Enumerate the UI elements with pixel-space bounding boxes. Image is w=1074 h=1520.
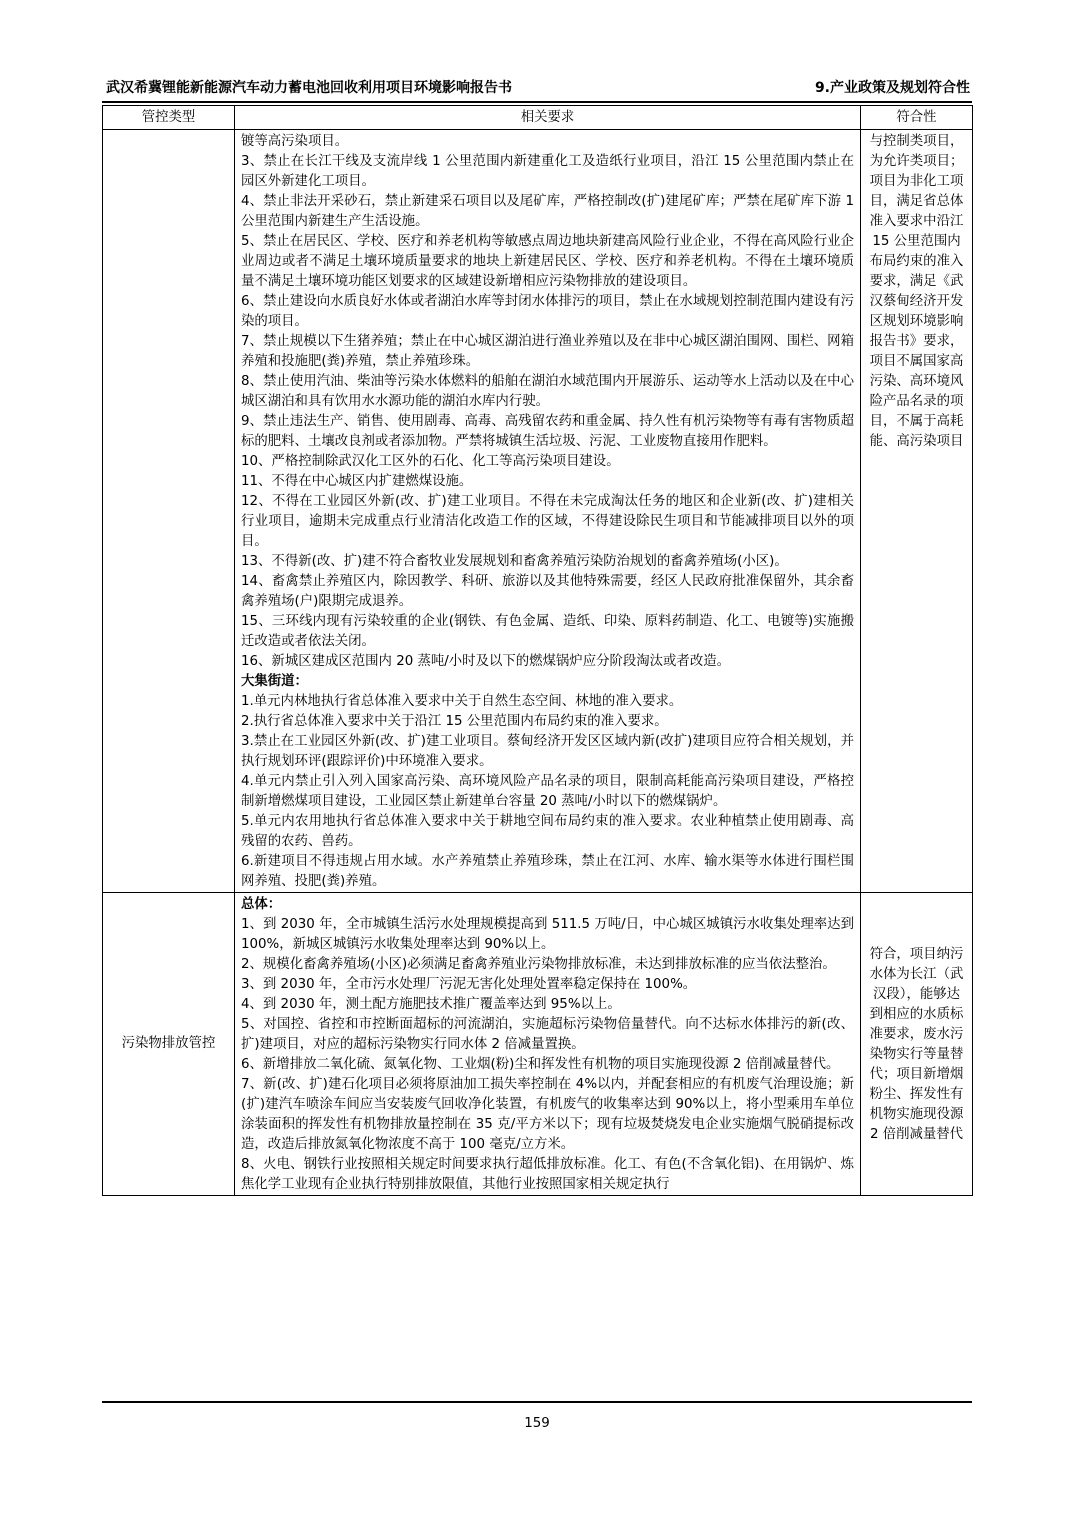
table-row bbox=[103, 893, 973, 1196]
requirements-cell bbox=[235, 130, 861, 893]
section-title: 9.产业政策及规划符合性 bbox=[814, 80, 970, 96]
requirement-item: 13、不得新(改、扩)建不符合畜牧业发展规划和畜禽养殖污染防治规划的畜禽养殖场(小区)。 bbox=[241, 554, 788, 569]
requirement-item: 7、新(改、扩)建石化项目必须将原油加工损失率控制在 4%以内，并配套相应的有机废气治理设施；新(扩)建汽车喷涂车间应当安装废气回收净化装置，有机废气的收集率达到 90%以上，将小型乘用车单位涂装面积的挥发性有机物排放量控制在 35 克/平方米以下；现有垃圾焚烧发电企业实施烟气脱硝提标改造，改造后排放氮氧化物浓度不高于 100 毫克/立方米。 bbox=[241, 1077, 854, 1152]
footer-rule bbox=[102, 1401, 972, 1403]
requirements-cell bbox=[235, 893, 861, 1196]
page-header bbox=[102, 78, 972, 102]
requirement-item: 15、三环线内现有污染较重的企业(钢铁、有色金属、造纸、印染、原料药制造、化工、电镀等)实施搬迁改造或者依法关闭。 bbox=[241, 614, 854, 649]
category-cell bbox=[103, 130, 235, 893]
requirement-subheading: 总体： bbox=[241, 897, 282, 912]
requirement-item: 8、火电、钢铁行业按照相关规定时间要求执行超低排放标准。化工、有色(不含氧化铝)、在用锅炉、炼焦化学工业现有企业执行特别排放限值，其他行业按照国家相关规定执行 bbox=[241, 1157, 854, 1192]
requirement-item: 2、规模化畜禽养殖场(小区)必须满足畜禽养殖业污染物排放标准，未达到排放标准的应当依法整治。 bbox=[241, 957, 836, 972]
requirement-item: 9、禁止违法生产、销售、使用剧毒、高毒、高残留农药和重金属、持久性有机污染物等有毒有害物质超标的肥料、土壤改良剂或者添加物。严禁将城镇生活垃圾、污泥、工业废物直接用作肥料。 bbox=[241, 414, 854, 449]
requirement-item: 12、不得在工业园区外新(改、扩)建工业项目。不得在未完成淘汰任务的地区和企业新(改、扩)建相关行业项目，逾期未完成重点行业清洁化改造工作的区域，不得建设除民生项目和节能减排项目以外的项目。 bbox=[241, 494, 854, 549]
table-row bbox=[103, 130, 973, 893]
requirement-item: 6、新增排放二氧化硫、氮氧化物、工业烟(粉)尘和挥发性有机物的项目实施现役源 2 倍削减量替代。 bbox=[241, 1057, 840, 1072]
table-header-row bbox=[103, 106, 973, 130]
requirement-item: 镀等高污染项目。 bbox=[241, 134, 349, 149]
header-rule bbox=[102, 101, 972, 103]
requirement-item: 16、新城区建成区范围内 20 蒸吨/小时及以下的燃煤锅炉应分阶段淘汰或者改造。 bbox=[241, 654, 730, 669]
requirement-item: 8、禁止使用汽油、柴油等污染水体燃料的船舶在湖泊水域范围内开展游乐、运动等水上活动以及在中心城区湖泊和具有饮用水水源功能的湖泊水库内行驶。 bbox=[241, 374, 854, 409]
compliance-cell: 符合，项目纳污水体为长江（武汉段），能够达到相应的水质标准要求，废水污染物实行等量替代；项目新增烟粉尘、挥发性有机物实施现役源 2 倍削减量替代 bbox=[861, 893, 973, 1196]
requirement-item: 4、到 2030 年，测土配方施肥技术推广覆盖率达到 95%以上。 bbox=[241, 997, 621, 1012]
column-header-category: 管控类型 bbox=[103, 106, 235, 130]
requirement-item: 3.禁止在工业园区外新(改、扩)建工业项目。蔡甸经济开发区区域内新(改扩)建项目应符合相关规划，并执行规划环评(跟踪评价)中环境准入要求。 bbox=[241, 734, 854, 769]
requirement-item: 5、对国控、省控和市控断面超标的河流湖泊，实施超标污染物倍量替代。向不达标水体排污的新(改、扩)建项目，对应的超标污染物实行同水体 2 倍减量置换。 bbox=[241, 1017, 854, 1052]
requirement-item: 4.单元内禁止引入列入国家高污染、高环境风险产品名录的项目，限制高耗能高污染项目建设，严格控制新增燃煤项目建设，工业园区禁止新建单台容量 20 蒸吨/小时以下的燃煤锅炉。 bbox=[241, 774, 854, 809]
requirement-item: 1、到 2030 年，全市城镇生活污水处理规模提高到 511.5 万吨/日，中心城区城镇污水收集处理率达到 100%，新城区城镇污水收集处理率达到 90%以上。 bbox=[241, 917, 854, 952]
requirement-item: 14、畜禽禁止养殖区内，除因教学、科研、旅游以及其他特殊需要，经区人民政府批准保留外，其余畜禽养殖场(户)限期完成退养。 bbox=[241, 574, 854, 609]
requirement-item: 5.单元内农用地执行省总体准入要求中关于耕地空间布局约束的准入要求。农业种植禁止使用剧毒、高残留的农药、兽药。 bbox=[241, 814, 854, 849]
requirement-item: 7、禁止规模以下生猪养殖；禁止在中心城区湖泊进行渔业养殖以及在非中心城区湖泊围网、围栏、网箱养殖和投施肥(粪)养殖，禁止养殖珍珠。 bbox=[241, 334, 854, 369]
page-number: 159 bbox=[524, 1416, 550, 1431]
column-header-compliance: 符合性 bbox=[861, 106, 973, 130]
compliance-cell: 与控制类项目，为允许类项目；项目为非化工项目，满足省总体准入要求中沿江 15 公里范围内布局约束的准入要求，满足《武汉蔡甸经济开发区规划环境影响报告书》要求，项目不属国家高污染、高环境风险产品名录的项目，不属于高耗能、高污染项目 bbox=[861, 130, 973, 893]
requirement-item: 2.执行省总体准入要求中关于沿江 15 公里范围内布局约束的准入要求。 bbox=[241, 714, 668, 729]
requirement-item: 1.单元内林地执行省总体准入要求中关于自然生态空间、林地的准入要求。 bbox=[241, 694, 683, 709]
requirement-item: 10、严格控制除武汉化工区外的石化、化工等高污染项目建设。 bbox=[241, 454, 620, 469]
requirement-item: 6、禁止建设向水质良好水体或者湖泊水库等封闭水体排污的项目，禁止在水域规划控制范围内建设有污染的项目。 bbox=[241, 294, 854, 329]
requirement-item: 3、禁止在长江干线及支流岸线 1 公里范围内新建重化工及造纸行业项目，沿江 15 公里范围内禁止在园区外新建化工项目。 bbox=[241, 154, 854, 189]
requirement-subheading: 大集街道： bbox=[241, 674, 308, 689]
category-cell: 污染物排放管控 bbox=[103, 893, 235, 1196]
requirement-item: 6.新建项目不得违规占用水域。水产养殖禁止养殖珍珠，禁止在江河、水库、输水渠等水体进行围栏围网养殖、投肥(粪)养殖。 bbox=[241, 854, 854, 889]
requirement-item: 11、不得在中心城区内扩建燃煤设施。 bbox=[241, 474, 473, 489]
requirement-item: 5、禁止在居民区、学校、医疗和养老机构等敏感点周边地块新建高风险行业企业，不得在高风险行业企业周边或者不满足土壤环境质量要求的地块上新建居民区、学校、医疗和养老机构。不得在土壤环境质量不满足土壤环境功能区划要求的区域建设新增相应污染物排放的建设项目。 bbox=[241, 234, 854, 289]
report-title: 武汉希冀锂能新能源汽车动力蓄电池回收利用项目环境影响报告书 bbox=[106, 80, 512, 96]
requirement-item: 3、到 2030 年，全市污水处理厂污泥无害化处理处置率稳定保持在 100%。 bbox=[241, 977, 697, 992]
requirements-table bbox=[102, 105, 973, 1196]
column-header-requirements: 相关要求 bbox=[235, 106, 861, 130]
requirement-item: 4、禁止非法开采砂石，禁止新建采石项目以及尾矿库，严格控制改(扩)建尾矿库；严禁在尾矿库下游 1 公里范围内新建生产生活设施。 bbox=[241, 194, 854, 229]
